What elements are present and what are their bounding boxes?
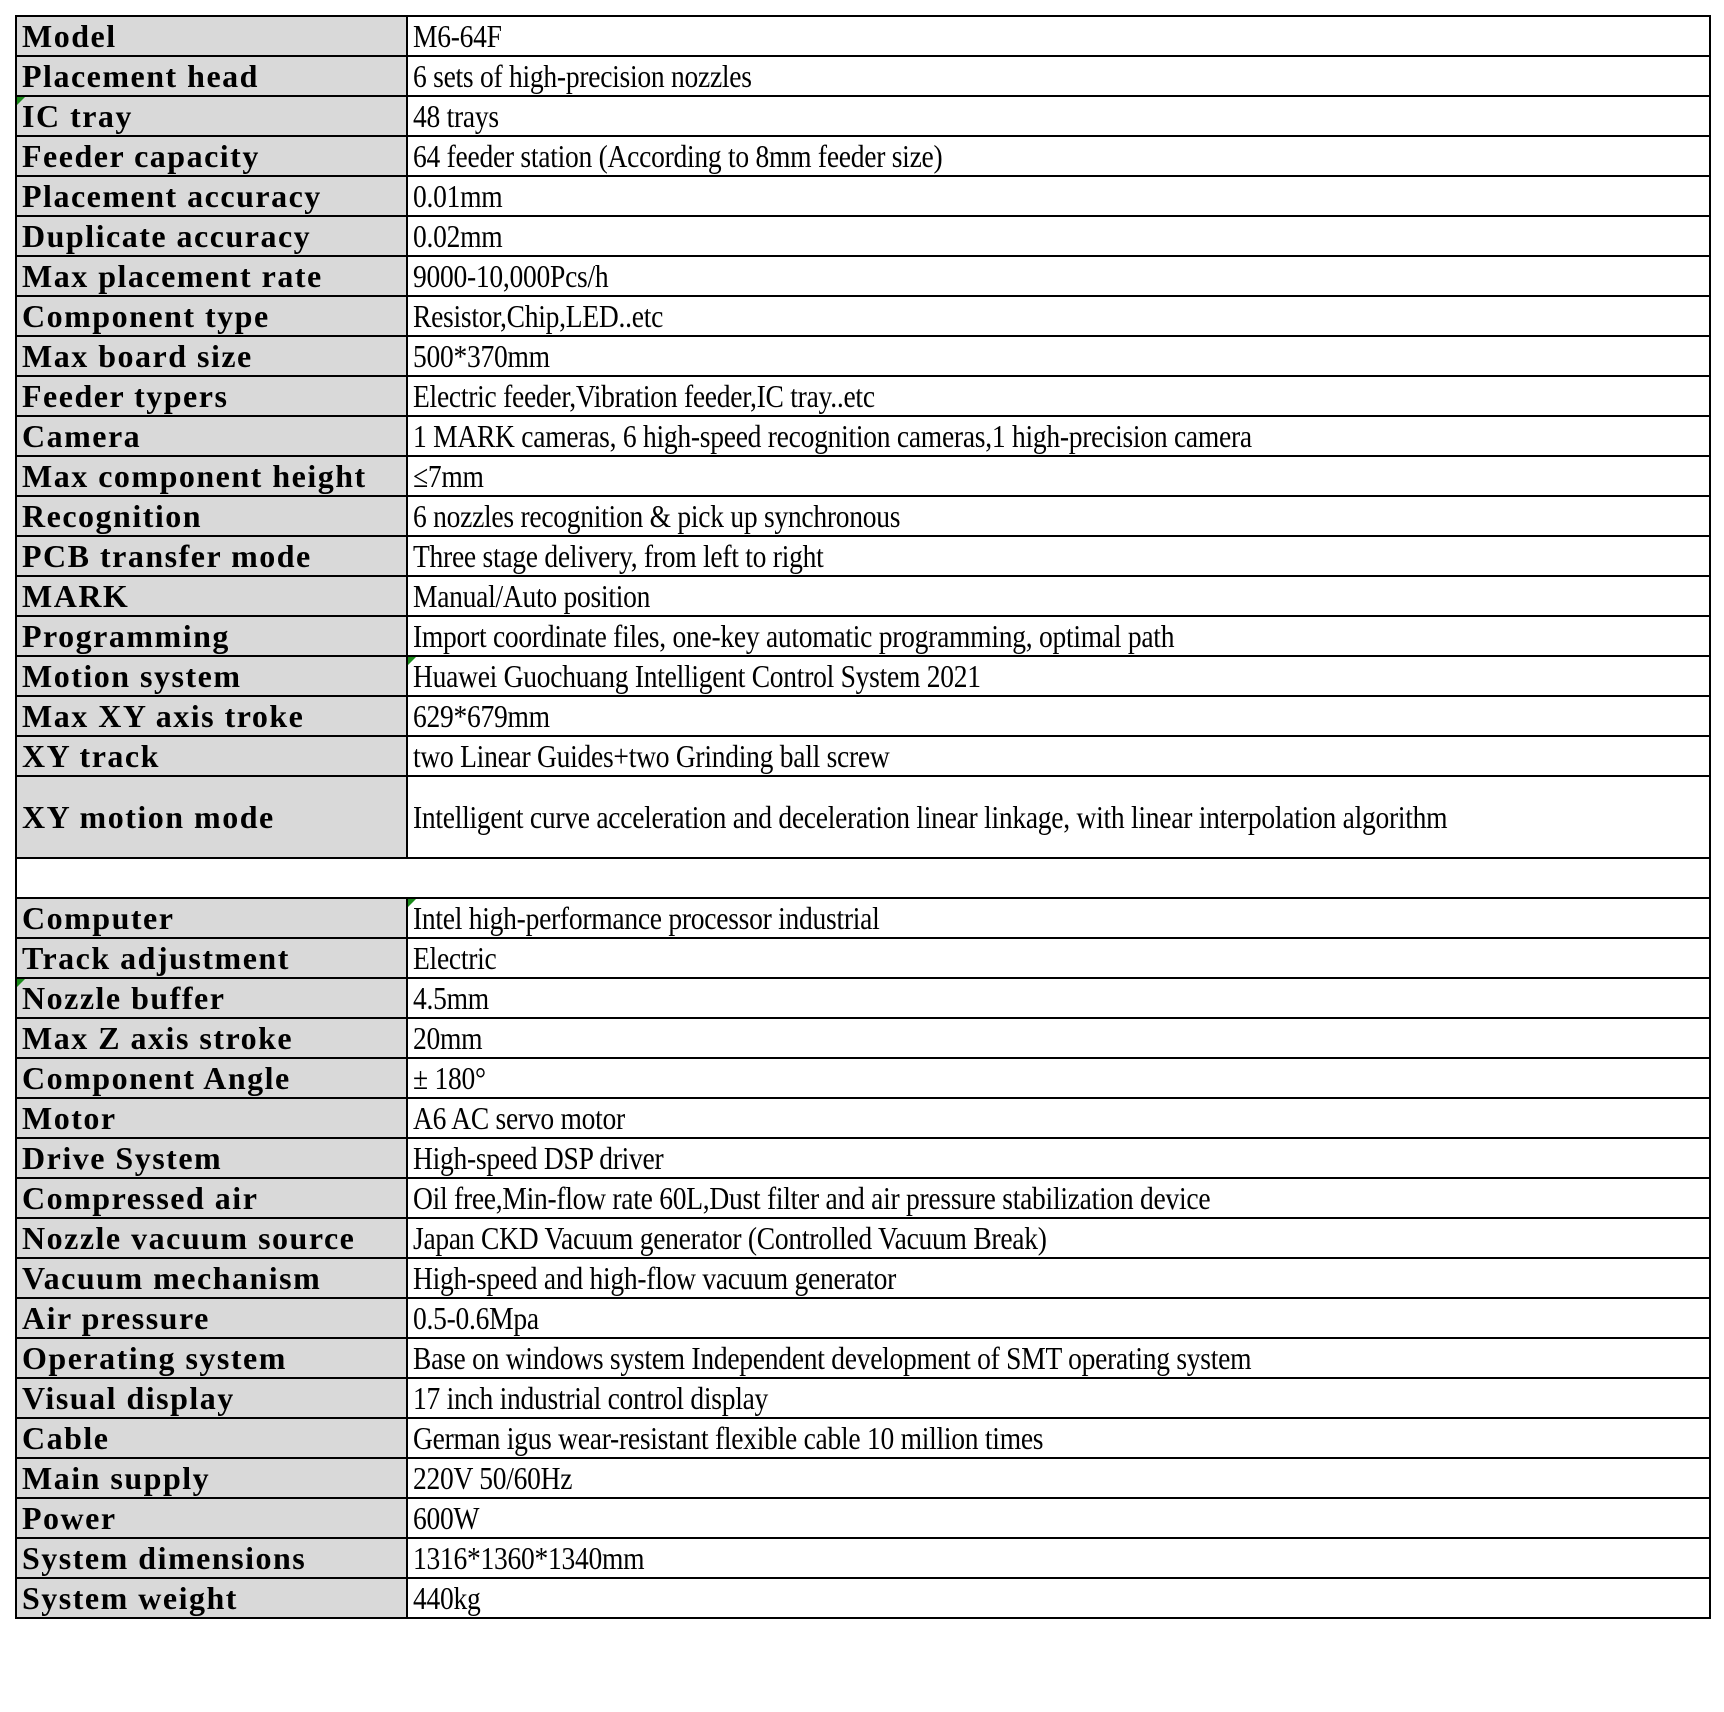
spec-label: Main supply: [16, 1458, 407, 1498]
table-row: [16, 1178, 1710, 1218]
spec-label: Power: [16, 1498, 407, 1538]
table-row: [16, 1418, 1710, 1458]
empty-cell: [16, 858, 1710, 898]
table-row: [16, 1138, 1710, 1178]
table-row: [16, 456, 1710, 496]
table-row: [16, 736, 1710, 776]
spec-value-text: Manual/Auto position: [413, 578, 651, 614]
spec-table: [15, 15, 1711, 1619]
section-divider-row: [16, 858, 1710, 898]
spec-value-text: High-speed DSP driver: [413, 1140, 664, 1176]
spec-value-text: ± 180°: [413, 1060, 486, 1096]
spec-label: Compressed air: [16, 1178, 407, 1218]
table-row: [16, 1578, 1710, 1618]
spec-value-text: Oil free,Min-flow rate 60L,Dust filter and air pressure stabilization device: [413, 1180, 1211, 1216]
spec-label: Nozzle buffer: [16, 978, 407, 1018]
spec-value: [407, 1218, 1710, 1258]
spec-value: [407, 296, 1710, 336]
spec-value-text: 1316*1360*1340mm: [413, 1540, 645, 1576]
spec-label: System weight: [16, 1578, 407, 1618]
table-row: [16, 696, 1710, 736]
spec-value: [407, 1178, 1710, 1218]
spec-value: [407, 16, 1710, 56]
spec-value-text: 9000-10,000Pcs/h: [413, 258, 609, 294]
spec-value-text: 4.5mm: [413, 980, 489, 1016]
table-row: [16, 1058, 1710, 1098]
spec-value-text: 0.5-0.6Mpa: [413, 1300, 539, 1336]
spec-value: [407, 1298, 1710, 1338]
spec-label: Operating system: [16, 1338, 407, 1378]
spec-label: Max Z axis stroke: [16, 1018, 407, 1058]
table-row: [16, 496, 1710, 536]
spec-value-text: Electric: [413, 940, 497, 976]
spec-value: [407, 576, 1710, 616]
spec-value: [407, 56, 1710, 96]
table-row: [16, 416, 1710, 456]
spec-value-text: Intelligent curve acceleration and deceleration linear linkage, with linear interpolation algorithm: [413, 799, 1448, 835]
table-row: [16, 938, 1710, 978]
spec-value: [407, 898, 1710, 938]
table-row: [16, 1378, 1710, 1418]
table-row: [16, 978, 1710, 1018]
spec-value: [407, 1138, 1710, 1178]
table-row: [16, 1498, 1710, 1538]
spec-label: XY motion mode: [16, 776, 407, 858]
spec-label: Air pressure: [16, 1298, 407, 1338]
spec-label: System dimensions: [16, 1538, 407, 1578]
spec-value-text: 220V 50/60Hz: [413, 1460, 573, 1496]
table-row: [16, 656, 1710, 696]
spec-label: Motion system: [16, 656, 407, 696]
spec-value: [407, 336, 1710, 376]
spec-value-text: 600W: [413, 1500, 480, 1536]
table-row: [16, 576, 1710, 616]
table-row: [16, 776, 1710, 858]
spec-value-text: Huawei Guochuang Intelligent Control System 2021: [413, 658, 981, 694]
spec-value: [407, 496, 1710, 536]
table-row: [16, 1338, 1710, 1378]
spec-label: Feeder typers: [16, 376, 407, 416]
spec-value-text: German igus wear-resistant flexible cable 10 million times: [413, 1420, 1044, 1456]
spec-value-text: 0.02mm: [413, 218, 503, 254]
spec-label: Cable: [16, 1418, 407, 1458]
spec-value-text: two Linear Guides+two Grinding ball screw: [413, 738, 890, 774]
spec-value: [407, 938, 1710, 978]
spec-value: [407, 1418, 1710, 1458]
table-row: [16, 536, 1710, 576]
table-row: [16, 176, 1710, 216]
spec-value: [407, 136, 1710, 176]
spec-value-text: 48 trays: [413, 98, 499, 134]
spec-value-text: 6 nozzles recognition & pick up synchronous: [413, 498, 901, 534]
spec-value-text: Import coordinate files, one-key automatic programming, optimal path: [413, 618, 1175, 654]
table-row: [16, 136, 1710, 176]
spec-value-text: 17 inch industrial control display: [413, 1380, 769, 1416]
spec-value-text: Electric feeder,Vibration feeder,IC tray..etc: [413, 378, 875, 414]
spec-label: Track adjustment: [16, 938, 407, 978]
spec-label: Max component height: [16, 456, 407, 496]
table-row: [16, 376, 1710, 416]
table-row: [16, 616, 1710, 656]
table-row: [16, 56, 1710, 96]
spec-value: [407, 978, 1710, 1018]
table-row: [16, 96, 1710, 136]
spec-value: [407, 1338, 1710, 1378]
spec-value-text: Japan CKD Vacuum generator (Controlled Vacuum Break): [413, 1220, 1047, 1256]
table-row: [16, 256, 1710, 296]
table-row: [16, 16, 1710, 56]
spec-label: Component type: [16, 296, 407, 336]
table-row: [16, 336, 1710, 376]
table-row: [16, 898, 1710, 938]
spec-label: Max placement rate: [16, 256, 407, 296]
spec-value: [407, 776, 1710, 858]
spec-value-text: 629*679mm: [413, 698, 550, 734]
spec-value: [407, 656, 1710, 696]
spec-label: PCB transfer mode: [16, 536, 407, 576]
spec-value-text: M6-64F: [413, 18, 502, 54]
spec-label: Vacuum mechanism: [16, 1258, 407, 1298]
table-row: [16, 216, 1710, 256]
spec-value-text: Three stage delivery, from left to right: [413, 538, 824, 574]
table-row: [16, 296, 1710, 336]
spec-value: [407, 1578, 1710, 1618]
spec-value: [407, 1458, 1710, 1498]
spec-value-text: Resistor,Chip,LED..etc: [413, 298, 664, 334]
spec-value: [407, 1538, 1710, 1578]
spec-label: Nozzle vacuum source: [16, 1218, 407, 1258]
spec-value: [407, 216, 1710, 256]
spec-value-text: High-speed and high-flow vacuum generator: [413, 1260, 897, 1296]
spec-label: Max XY axis troke: [16, 696, 407, 736]
spec-label: XY track: [16, 736, 407, 776]
spec-value: [407, 536, 1710, 576]
spec-value: [407, 1018, 1710, 1058]
spec-value: [407, 96, 1710, 136]
spec-value: [407, 616, 1710, 656]
spec-label: Computer: [16, 898, 407, 938]
table-row: [16, 1018, 1710, 1058]
spec-label: Feeder capacity: [16, 136, 407, 176]
table-row: [16, 1098, 1710, 1138]
spec-label: Placement accuracy: [16, 176, 407, 216]
spec-value-text: 440kg: [413, 1580, 481, 1616]
spec-value: [407, 456, 1710, 496]
spec-label: Programming: [16, 616, 407, 656]
spec-value: [407, 416, 1710, 456]
spec-value: [407, 1378, 1710, 1418]
spec-label: Duplicate accuracy: [16, 216, 407, 256]
spec-value-text: 6 sets of high-precision nozzles: [413, 58, 752, 94]
spec-value: [407, 376, 1710, 416]
table-row: [16, 1298, 1710, 1338]
spec-value-text: ≤7mm: [413, 458, 484, 494]
spec-label: Visual display: [16, 1378, 407, 1418]
spec-label: Max board size: [16, 336, 407, 376]
spec-label: IC tray: [16, 96, 407, 136]
spec-value: [407, 696, 1710, 736]
spec-label: Component Angle: [16, 1058, 407, 1098]
table-row: [16, 1538, 1710, 1578]
spec-value: [407, 1098, 1710, 1138]
table-row: [16, 1258, 1710, 1298]
table-row: [16, 1218, 1710, 1258]
spec-label: Recognition: [16, 496, 407, 536]
spec-label: Motor: [16, 1098, 407, 1138]
spec-label: Model: [16, 16, 407, 56]
spec-value: [407, 176, 1710, 216]
spec-value-text: Intel high-performance processor industrial: [413, 900, 880, 936]
spec-value-text: 20mm: [413, 1020, 483, 1056]
spec-value: [407, 256, 1710, 296]
spec-value-text: 1 MARK cameras, 6 high-speed recognition cameras,1 high-precision camera: [413, 418, 1252, 454]
spec-value: [407, 1258, 1710, 1298]
spec-value: [407, 1498, 1710, 1538]
spec-label: Camera: [16, 416, 407, 456]
spec-value-text: A6 AC servo motor: [413, 1100, 625, 1136]
spec-label: Placement head: [16, 56, 407, 96]
spec-label: Drive System: [16, 1138, 407, 1178]
spec-value: [407, 736, 1710, 776]
spec-value-text: 0.01mm: [413, 178, 503, 214]
spec-value-text: 500*370mm: [413, 338, 550, 374]
spec-value-text: Base on windows system Independent development of SMT operating system: [413, 1340, 1252, 1376]
spec-value: [407, 1058, 1710, 1098]
spec-label: MARK: [16, 576, 407, 616]
spec-value-text: 64 feeder station (According to 8mm feeder size): [413, 138, 943, 174]
table-row: [16, 1458, 1710, 1498]
